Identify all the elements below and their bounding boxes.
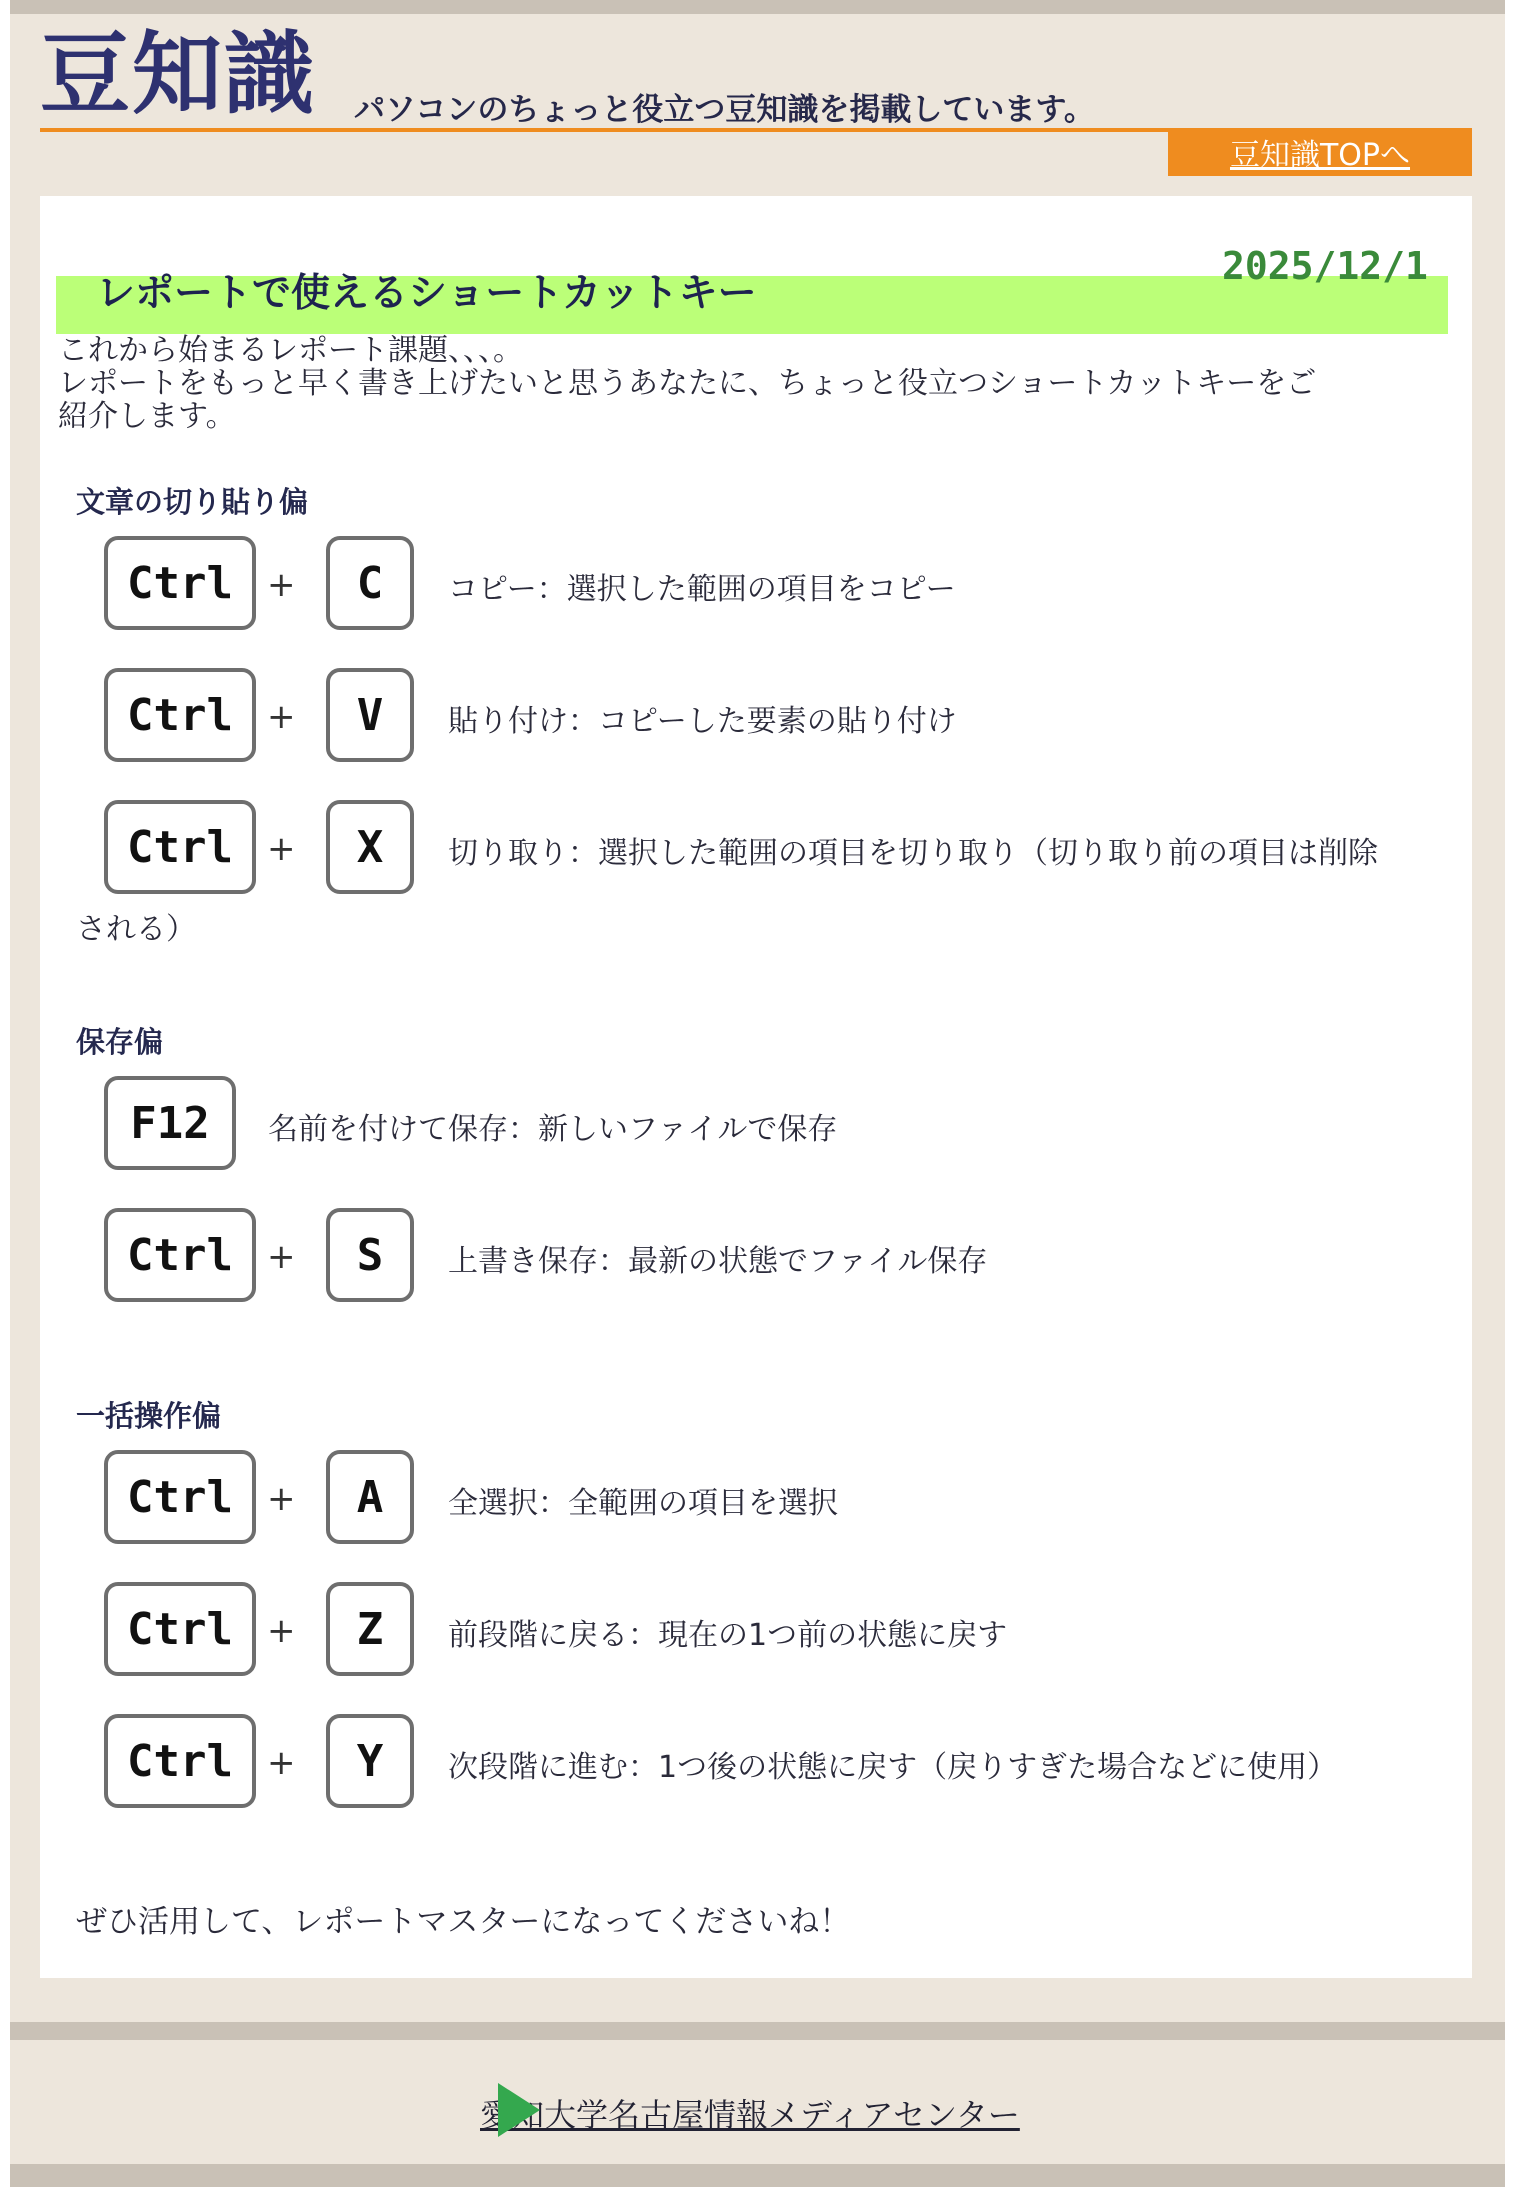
key-v: V [326, 668, 414, 762]
key-ctrl: Ctrl [104, 668, 256, 762]
key-ctrl: Ctrl [104, 536, 256, 630]
key-a: A [326, 1450, 414, 1544]
shortcut-description: 名前を付けて保存：新しいファイルで保存 [268, 1112, 838, 1147]
article-title: レポートで使えるショートカットキー [96, 271, 757, 316]
intro-line: レポートをもっと早く書き上げたいと思うあなたに、ちょっと役立つショートカットキーをご [58, 366, 1317, 401]
section-heading-cut-paste: 文章の切り貼り偏 [76, 485, 309, 519]
play-triangle-icon [498, 2083, 540, 2137]
top-page-link[interactable]: 豆知識TOPへ [1229, 138, 1411, 173]
intro-text [58, 334, 1458, 433]
key-ctrl: Ctrl [104, 1208, 256, 1302]
key-ctrl: Ctrl [104, 1450, 256, 1544]
plus-sign: + [267, 697, 296, 737]
shortcut-description: 貼り付け：コピーした要素の貼り付け [448, 704, 957, 739]
footer-band [10, 2022, 1505, 2040]
top-band [10, 0, 1505, 14]
key-f12: F12 [104, 1076, 236, 1170]
article-date: 2025/12/1 [1222, 244, 1428, 288]
plus-sign: + [267, 1479, 296, 1519]
intro-line: 紹介します。 [58, 399, 236, 434]
top-link-container [1168, 128, 1472, 176]
shortcut-description: 切り取り：選択した範囲の項目を切り取り（切り取り前の項目は削除 [448, 836, 1378, 871]
section-heading-bulk: 一括操作偏 [76, 1399, 222, 1433]
site-tagline: パソコンのちょっと役立つ豆知識を掲載しています。 [354, 92, 1095, 128]
plus-sign: + [267, 1237, 296, 1277]
key-s: S [326, 1208, 414, 1302]
shortcut-description: 上書き保存：最新の状態でファイル保存 [448, 1244, 988, 1279]
shortcut-description-continuation: される） [76, 912, 196, 947]
key-ctrl: Ctrl [104, 1582, 256, 1676]
key-x: X [326, 800, 414, 894]
shortcut-description: 前段階に戻る：現在の1つ前の状態に戻す [448, 1618, 1008, 1653]
plus-sign: + [267, 829, 296, 869]
shortcut-description: 全選択：全範囲の項目を選択 [448, 1486, 838, 1521]
shortcut-description: 次段階に進む：1つ後の状態に戻す（戻りすぎた場合などに使用） [448, 1750, 1338, 1785]
shortcut-description: コピー：選択した範囲の項目をコピー [448, 572, 956, 607]
page [10, 0, 1505, 2187]
footer-media-center-link[interactable]: 愛知大学名古屋情報メディアセンター [480, 2096, 1020, 2134]
plus-sign: + [267, 1743, 296, 1783]
key-y: Y [326, 1714, 414, 1808]
key-c: C [326, 536, 414, 630]
closing-message: ぜひ活用して、レポートマスターになってくださいね！ [76, 1904, 851, 1940]
section-heading-save: 保存偏 [76, 1025, 164, 1059]
key-ctrl: Ctrl [104, 1714, 256, 1808]
key-z: Z [326, 1582, 414, 1676]
plus-sign: + [267, 565, 296, 605]
footer-bottom-band [10, 2164, 1505, 2187]
site-title: 豆知識 [40, 22, 316, 127]
article-card [40, 196, 1472, 1978]
plus-sign: + [267, 1611, 296, 1651]
intro-line: これから始まるレポート課題、、、。 [58, 333, 523, 368]
key-ctrl: Ctrl [104, 800, 256, 894]
